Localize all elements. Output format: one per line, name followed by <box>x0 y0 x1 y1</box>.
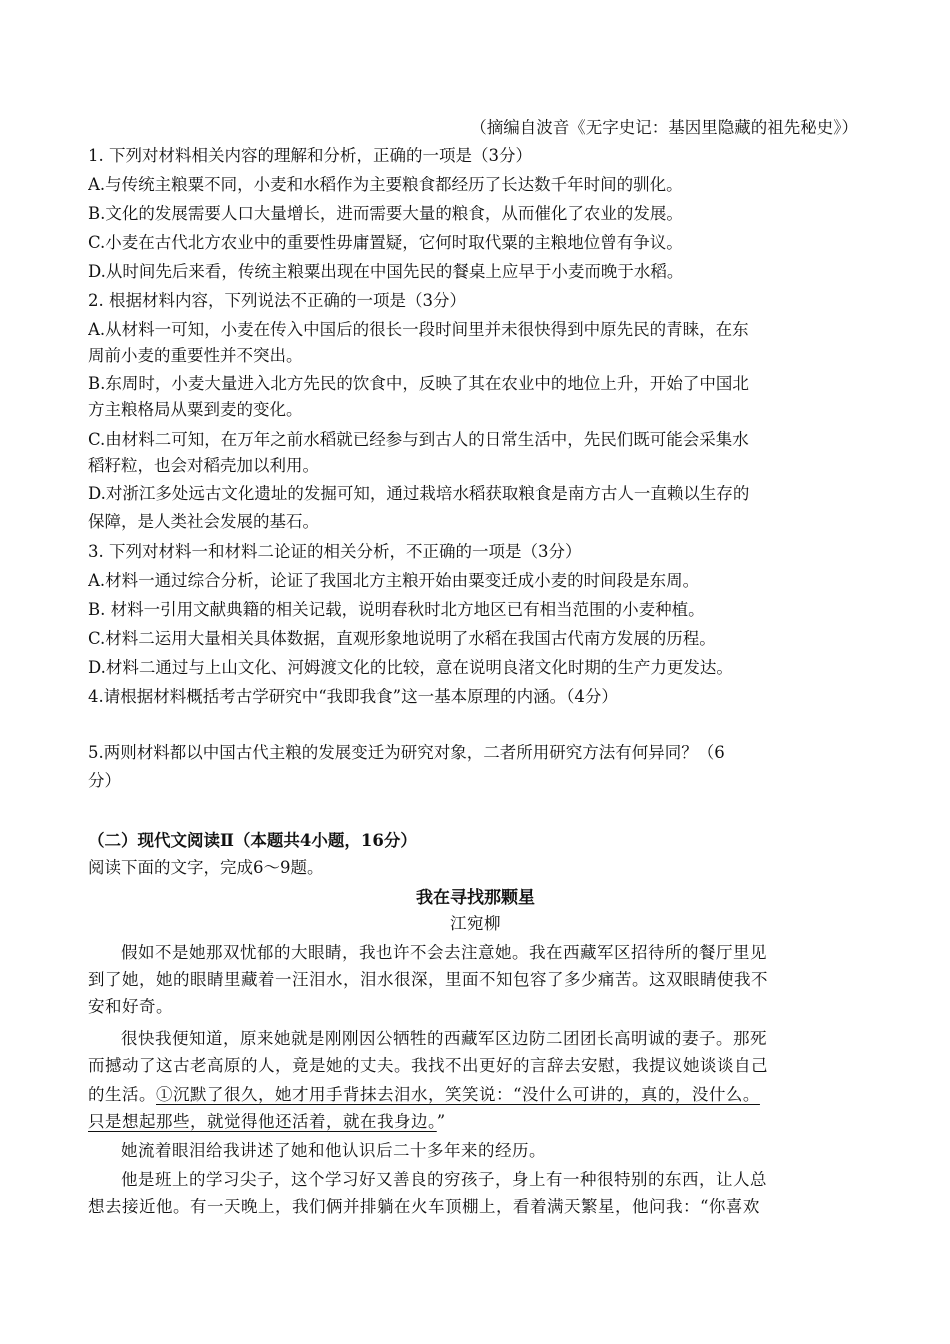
para4-line2: 想去接近他。有一天晚上，我们俩并排躺在火车顶棚上，看着满天繁星，他问我：“你喜欢 <box>88 1197 760 1216</box>
q2-option-d-line2: 保障，是人类社会发展的基石。 <box>88 512 319 531</box>
q5-line1: 5.两则材料都以中国古代主粮的发展变迁为研究对象，二者所用研究方法有何异同？（6 <box>88 743 725 762</box>
para4-line1: 他是班上的学习尖子，这个学习好又善良的穷孩子，身上有一种很特别的东西，让人总 <box>121 1170 767 1189</box>
q4: 4.请根据材料概括考古学研究中“我即我食”这一基本原理的内涵。（4分） <box>88 687 618 706</box>
underlined-sentence-1-cont: 只是想起那些，就觉得他还活着，就在我身边。 <box>88 1112 437 1131</box>
para2-line1: 很快我便知道，原来她就是刚刚因公牺牲的西藏军区边防二团团长高明诚的妻子。那死 <box>121 1029 767 1048</box>
para2-line4 <box>88 1109 863 1135</box>
story-author: 江宛柳 <box>450 914 501 933</box>
q3-option-d: D.材料二通过与上山文化、河姆渡文化的比较，意在说明良渚文化时期的生产力更发达。 <box>88 658 733 677</box>
q1-option-c: C.小麦在古代北方农业中的重要性毋庸置疑，它何时取代粟的主粮地位曾有争议。 <box>88 233 683 252</box>
para2-line3 <box>88 1082 863 1108</box>
story-title: 我在寻找那颗星 <box>416 888 535 908</box>
q2-option-b-line1: B.东周时，小麦大量进入北方先民的饮食中，反映了其在农业中的地位上升，开始了中国北 <box>88 374 749 393</box>
source-note: （摘编自波音《无字史记：基因里隐藏的祖先秘史》） <box>470 118 858 137</box>
para2-line4-quote: ” <box>436 1112 446 1131</box>
para2-line3-text: 的生活。 <box>88 1085 156 1104</box>
para3: 她流着眼泪给我讲述了她和他认识后二十多年来的经历。 <box>121 1141 546 1160</box>
q3-option-b: B. 材料一引用文献典籍的相关记载，说明春秋时北方地区已有相当范围的小麦种植。 <box>88 600 705 619</box>
q1-option-d: D.从时间先后来看，传统主粮粟出现在中国先民的餐桌上应早于小麦而晚于水稻。 <box>88 262 684 281</box>
q1-option-b: B.文化的发展需要人口大量增长，进而需要大量的粮食，从而催化了农业的发展。 <box>88 204 683 223</box>
q2-option-b-line2: 方主粮格局从粟到麦的变化。 <box>88 400 303 419</box>
para2-line2: 而撼动了这古老高原的人，竟是她的丈夫。我找不出更好的言辞去安慰，我提议她谈谈自己 <box>88 1056 768 1075</box>
q1-option-a: A.与传统主粮粟不同，小麦和水稻作为主要粮食都经历了长达数千年时间的驯化。 <box>88 175 683 194</box>
q3-option-a: A.材料一通过综合分析，论证了我国北方主粮开始由粟变迁成小麦的时间段是东周。 <box>88 571 700 590</box>
q2-option-c-line1: C.由材料二可知，在万年之前水稻就已经参与到古人的日常生活中，先民们既可能会采集水 <box>88 430 749 449</box>
q2-stem: 2. 根据材料内容，下列说法不正确的一项是（3分） <box>88 291 466 310</box>
para1-line1: 假如不是她那双忧郁的大眼睛，我也许不会去注意她。我在西藏军区招待所的餐厅里见 <box>121 943 767 962</box>
q2-option-a-line2: 周前小麦的重要性并不突出。 <box>88 346 303 365</box>
q2-option-a-line1: A.从材料一可知，小麦在传入中国后的很长一段时间里并未很快得到中原先民的青睐，在东 <box>88 320 749 339</box>
section-instruction: 阅读下面的文字，完成6～9题。 <box>88 858 324 877</box>
underlined-sentence-1: ①沉默了很久，她才用手背抹去泪水，笑笑说：“没什么可讲的，真的，没什么。 <box>156 1085 760 1104</box>
q5-line2: 分） <box>88 771 121 790</box>
para1-line3: 安和好奇。 <box>88 997 173 1016</box>
para1-line2: 到了她，她的眼睛里藏着一汪泪水，泪水很深，里面不知包容了多少痛苦。这双眼睛使我不 <box>88 970 768 989</box>
q1-stem: 1. 下列对材料相关内容的理解和分析，正确的一项是（3分） <box>88 146 532 165</box>
q3-option-c: C.材料二运用大量相关具体数据，直观形象地说明了水稻在我国古代南方发展的历程。 <box>88 629 716 648</box>
q2-option-c-line2: 稻籽粒，也会对稻壳加以利用。 <box>88 456 319 475</box>
q2-option-d-line1: D.对浙江多处远古文化遗址的发掘可知，通过栽培水稻获取粮食是南方古人一直赖以生存的 <box>88 484 750 503</box>
section-heading: （二）现代文阅读Ⅱ（本题共4小题，16分） <box>88 831 417 850</box>
q3-stem: 3. 下列对材料一和材料二论证的相关分析，不正确的一项是（3分） <box>88 542 582 561</box>
